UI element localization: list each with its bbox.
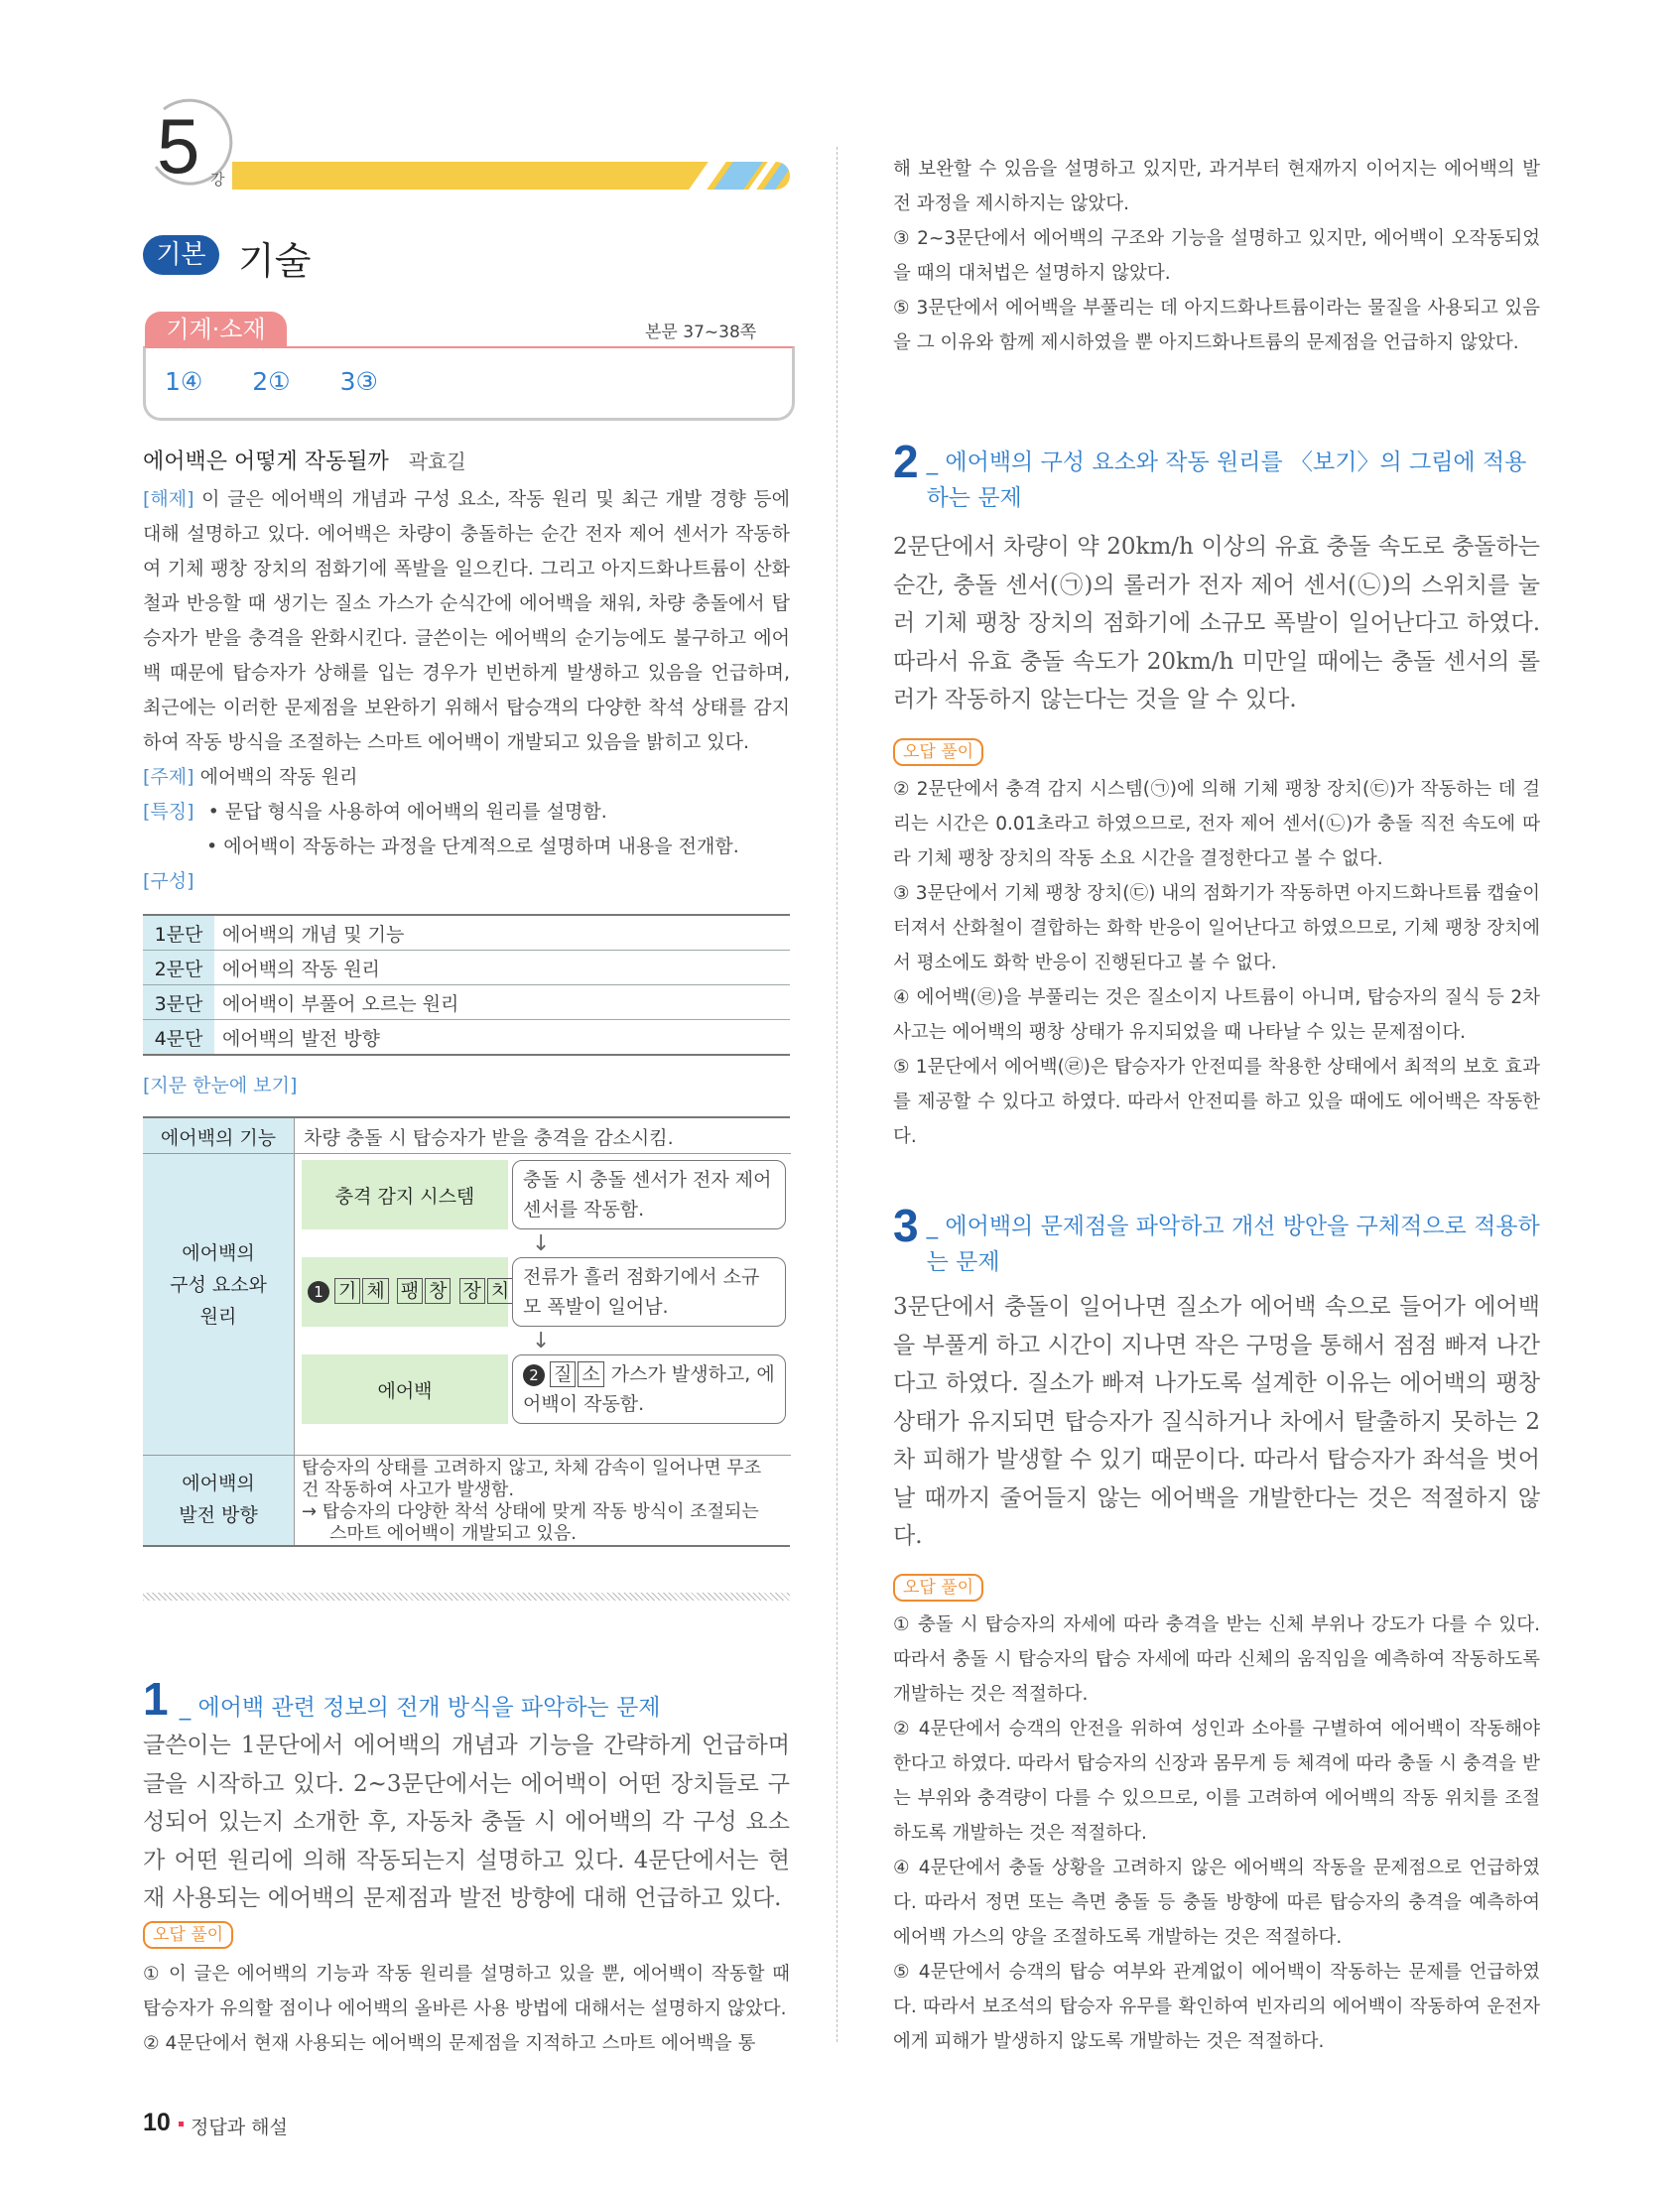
structure-table — [143, 914, 790, 1056]
table-row — [143, 985, 790, 1020]
question-explanation: 2문단에서 차량이 약 20km/h 이상의 유효 충돌 속도로 충돌하는 순간, 충돌 센서(㉠)의 롤러가 전자 제어 센서(㉡)의 스위치를 눌러 기체 팽창 장치의 점화기에 소규모 폭발이 일어난다고 하였다. 따라서 유효 충돌 속도가 20km/h 미만일 때에는 충돌 센서의 롤러가 작동하지 않는다는 것을 알 수 있다. — [893, 534, 1540, 712]
note-item: ② 4문단에서 승객의 안전을 위하여 성인과 소아를 구별하여 에어백이 작동해야 한다고 하였다. 따라서 탑승자의 신장과 몸무게 등 체격에 따라 충돌 시 충격을 받는 부위와 충격량이 다를 수 있으므로, 이를 고려하여 에어백의 작동 위치를 조절하도록 개발하는 것은 적절하다. — [893, 1719, 1540, 1844]
question-1 — [143, 1672, 790, 1726]
arrow-down-icon: ↓ — [532, 1329, 551, 1353]
number-marker: 1 — [308, 1281, 329, 1303]
note-item: ① 충돌 시 탑승자의 자세에 따라 충격을 받는 신체 부위나 강도가 다를 수 있다. 따라서 충돌 시 탑승자의 탑승 자세에 따라 신체의 움직임을 예측하여 작동하도록 개발하는 것은 적절하다. — [893, 1614, 1540, 1705]
structure-value: 에어백이 부풀어 오르는 원리 — [214, 985, 790, 1020]
lesson-suffix: 강 — [210, 171, 225, 189]
question-title: _ 에어백 관련 정보의 전개 방식을 파악하는 문제 — [179, 1695, 661, 1721]
function-key: 에어백의 기능 — [160, 1127, 277, 1149]
theme-text: 에어백의 작동 원리 — [194, 766, 358, 788]
odap-badge — [893, 738, 983, 766]
component-name: 에어백 — [377, 1380, 433, 1402]
note-item: ④ 에어백(㉣)을 부풀리는 것은 질소이지 나트륨이 아니며, 탑승자의 질식 등 2차 사고는 에어백의 팽창 상태가 유지되었을 때 나타날 수 있는 문제점이다. — [893, 987, 1540, 1043]
summary-text: 이 글은 에어백의 개념과 구성 요소, 작동 원리 및 최근 개발 경향 등에 대해 설명하고 있다. 에어백은 차량이 충돌하는 순간 전자 제어 센서가 작동하여 기체 팽창 장치의 점화기에 폭발을 일으킨다. 그리고 아지드화나트륨이 산화철과 반응할 때 생기는 질소 가스가 순식간에 에어백을 채워, 차량 충돌에서 탑승자가 받을 충격을 완화시킨다. 글쓴이는 에어백의 순기능에도 불구하고 에어백 때문에 탑승자가 상해를 입는 경우가 빈번하게 발생하고 있음을 언급하며, 최근에는 이러한 문제점을 보완하기 위해서 탑승객의 다양한 착석 상태를 감지하여 작동 방식을 조절하는 스마트 에어백이 개발되고 있음을 밝히고 있다. — [143, 488, 790, 753]
blank-box: 체 — [362, 1278, 388, 1304]
question-3 — [893, 1201, 1540, 1280]
feature-label: [특징] — [143, 801, 194, 823]
passage-author: 곽효길 — [408, 450, 466, 473]
components-key-line: 구성 요소와 — [170, 1274, 267, 1296]
feature-item: • 문답 형식을 사용하여 에어백의 원리를 설명함. — [207, 801, 607, 823]
wrong-answer-notes — [893, 152, 1540, 360]
dev-key-line: 에어백의 — [182, 1473, 255, 1494]
structure-key: 3문단 — [143, 985, 214, 1020]
dev-key-line: 발전 방향 — [179, 1504, 258, 1526]
blank-box: 창 — [425, 1278, 451, 1304]
category-tag: 기계·소재 — [145, 312, 287, 348]
question-explanation: 3문단에서 충돌이 일어나면 질소가 에어백 속으로 들어가 에어백을 부풀게 하고 시간이 지나면 작은 구멍을 통해서 점점 빠져 나간다고 하였다. 질소가 빠져 나가도록 설계한 이유는 에어백의 팽창 상태가 유지되면 탑승자가 질식하거나 차에서 탈출하지 못하는 2차 피해가 발생할 수 있기 때문이다. 따라서 탑승자가 좌석을 벗어날 때까지 줄어들지 않는 에어백을 개발한다는 것은 적절하지 않다. — [893, 1294, 1540, 1549]
overview-label: [지문 한눈에 보기] — [143, 1075, 298, 1096]
section-title: 기술 — [238, 239, 312, 283]
number-marker: 2 — [523, 1364, 545, 1386]
question-2 — [893, 437, 1540, 516]
question-title: _ 에어백의 구성 요소와 작동 원리를 〈보기〉의 그림에 적용하는 문제 — [926, 450, 1527, 511]
answer-item: 3③ — [339, 367, 378, 396]
table-row — [143, 951, 790, 985]
passage-title — [143, 445, 466, 475]
components-key-line: 원리 — [199, 1306, 237, 1328]
note-item: ⑤ 3문단에서 에어백을 부풀리는 데 아지드화나트륨이라는 물질을 사용되고 있음을 그 이유와 함께 제시하였을 뿐 아지드화나트륨의 문제점을 언급하지 않았다. — [893, 298, 1540, 353]
component-desc-text: 가스가 발생하고, 에 — [604, 1363, 775, 1385]
structure-value: 에어백의 개념 및 기능 — [214, 915, 790, 951]
dev-key — [143, 1468, 294, 1531]
components-key-line: 에어백의 — [182, 1242, 255, 1264]
dev-line: → 탑승자의 다양한 착석 상태에 맞게 작동 방식이 조절되는 — [302, 1501, 759, 1522]
dev-text — [302, 1458, 761, 1545]
structure-key: 1문단 — [143, 915, 214, 951]
question-number: 1 — [143, 1673, 169, 1725]
component-desc-text: 어백이 작동함. — [523, 1393, 645, 1415]
dev-line: 탑승자의 상태를 고려하지 않고, 차체 감속이 일어나면 무조 — [302, 1458, 762, 1479]
component-desc — [512, 1354, 786, 1424]
question-number: 2 — [893, 436, 919, 487]
structure-value: 에어백의 작동 원리 — [214, 951, 790, 985]
blank-box: 질 — [550, 1361, 576, 1387]
overview-diagram — [143, 1116, 790, 1547]
blank-box: 치 — [487, 1278, 513, 1304]
note-item: ③ 3문단에서 기체 팽창 장치(㉢) 내의 점화기가 작동하면 아지드화나트륨 캡슐이 터져서 산화철이 결합하는 화학 반응이 일어난다고 하였으므로, 기체 팽창 장치에서 평소에도 화학 반응이 진행된다고 볼 수 없다. — [893, 883, 1540, 973]
answer-item: 2① — [252, 367, 291, 396]
page-reference: 본문 37~38쪽 — [645, 322, 757, 342]
question-explanation: 글쓴이는 1문단에서 에어백의 개념과 기능을 간략하게 언급하며 글을 시작하고 있다. 2~3문단에서는 에어백이 어떤 장치들로 구성되어 있는지 소개한 후, 자동차 충돌 시 에어백의 각 구성 요소가 어떤 원리에 의해 작동되는지 설명하고 있다. 4문단에서는 현재 사용되는 에어백의 문제점과 발전 방향에 대해 언급하고 있다. — [143, 1733, 790, 1911]
function-value: 차량 충돌 시 탑승자가 받을 충격을 감소시킴. — [304, 1127, 674, 1149]
footer-bullet-icon — [179, 2122, 184, 2126]
section-divider — [143, 1593, 790, 1601]
passage-title-text: 에어백은 어떻게 작동될까 — [143, 450, 389, 474]
blank-box: 팽 — [397, 1278, 423, 1304]
note-item: 해 보완할 수 있음을 설명하고 있지만, 과거부터 현재까지 이어지는 에어백의 발전 과정을 제시하지는 않았다. — [893, 159, 1540, 214]
odap-badge — [893, 1574, 983, 1602]
note-item: ⑤ 1문단에서 에어백(㉣)은 탑승자가 안전띠를 착용한 상태에서 최적의 보호 효과를 제공할 수 있다고 하였다. 따라서 안전띠를 하고 있을 때에도 에어백은 작동한다. — [893, 1057, 1540, 1147]
component-name — [308, 1278, 514, 1304]
feature-item: • 에어백이 작동하는 과정을 단계적으로 설명하며 내용을 전개함. — [206, 836, 739, 857]
components-key — [143, 1237, 294, 1333]
table-row — [143, 1020, 790, 1056]
answer-item: 1④ — [165, 367, 203, 396]
table-row — [143, 915, 790, 951]
note-item: ③ 2~3문단에서 에어백의 구조와 기능을 설명하고 있지만, 에어백이 오작동되었을 때의 대처법은 설명하지 않았다. — [893, 228, 1540, 284]
odap-badge — [143, 1921, 233, 1949]
component-desc: 전류가 흘러 점화기에서 소규모 폭발이 일어남. — [512, 1257, 786, 1327]
arrow-down-icon: ↓ — [532, 1231, 551, 1256]
wrong-answer-notes — [893, 772, 1540, 1154]
lesson-number: 5 — [157, 102, 200, 190]
odap-label: 오답 풀이 — [893, 1574, 983, 1602]
blank-box: 소 — [578, 1361, 603, 1387]
wrong-answer-notes — [143, 1957, 790, 2061]
question-number: 3 — [893, 1200, 919, 1251]
wrong-answer-notes — [893, 1608, 1540, 2059]
component-name: 충격 감지 시스템 — [334, 1186, 475, 1208]
note-item: ① 이 글은 에어백의 기능과 작동 원리를 설명하고 있을 뿐, 에어백이 작동할 때 탑승자가 유의할 점이나 에어백의 올바른 사용 방법에 대해서는 설명하지 않았다. — [143, 1964, 790, 2019]
answer-list — [165, 367, 420, 396]
note-item: ② 4문단에서 현재 사용되는 에어백의 문제점을 지적하고 스마트 에어백을 통 — [143, 2033, 756, 2054]
structure-label: [구성] — [143, 870, 194, 892]
note-item: ⑤ 4문단에서 승객의 탑승 여부와 관계없이 에어백이 작동하는 문제를 언급하였다. 따라서 보조석의 탑승자 유무를 확인하여 빈자리의 에어백이 작동하여 운전자에게 피해가 발생하지 않도록 개발하는 것은 적절하다. — [893, 1962, 1540, 2052]
level-badge: 기본 — [143, 235, 219, 275]
summary-label: [해제] — [143, 488, 194, 510]
odap-label: 오답 풀이 — [143, 1921, 233, 1949]
blank-box: 장 — [459, 1278, 485, 1304]
header-bar — [232, 162, 790, 190]
odap-label: 오답 풀이 — [893, 738, 983, 766]
theme-label: [주제] — [143, 766, 194, 788]
note-item: ④ 4문단에서 충돌 상황을 고려하지 않은 에어백의 작동을 문제점으로 언급하였다. 따라서 정면 또는 측면 충돌 등 충돌 방향에 따른 탑승자의 충격을 예측하여 에어백 가스의 양을 조절하도록 개발하는 것은 적절하다. — [893, 1858, 1540, 1948]
structure-key: 2문단 — [143, 951, 214, 985]
dev-line: 건 작동하여 사고가 발생함. — [302, 1480, 515, 1500]
question-title: _ 에어백의 문제점을 파악하고 개선 방안을 구체적으로 적용하는 문제 — [926, 1214, 1540, 1275]
structure-key: 4문단 — [143, 1020, 214, 1056]
page-number: 10 — [143, 2109, 171, 2136]
column-separator — [837, 147, 838, 2042]
passage-summary — [143, 482, 790, 899]
component-desc: 충돌 시 충돌 센서가 전자 제어 센서를 작동함. — [512, 1160, 786, 1229]
note-item: ② 2문단에서 충격 감지 시스템(㉠)에 의해 기체 팽창 장치(㉢)가 작동하는 데 걸리는 시간은 0.01초라고 하였으므로, 전자 제어 센서(㉡)가 충돌 직전 속도에 따라 기체 팽창 장치의 작동 소요 시간을 결정한다고 볼 수 없다. — [893, 779, 1540, 869]
structure-value: 에어백의 발전 방향 — [214, 1020, 790, 1056]
footer-label: 정답과 해설 — [191, 2117, 288, 2138]
blank-box: 기 — [334, 1278, 360, 1304]
dev-line: 스마트 에어백이 개발되고 있음. — [329, 1523, 577, 1544]
